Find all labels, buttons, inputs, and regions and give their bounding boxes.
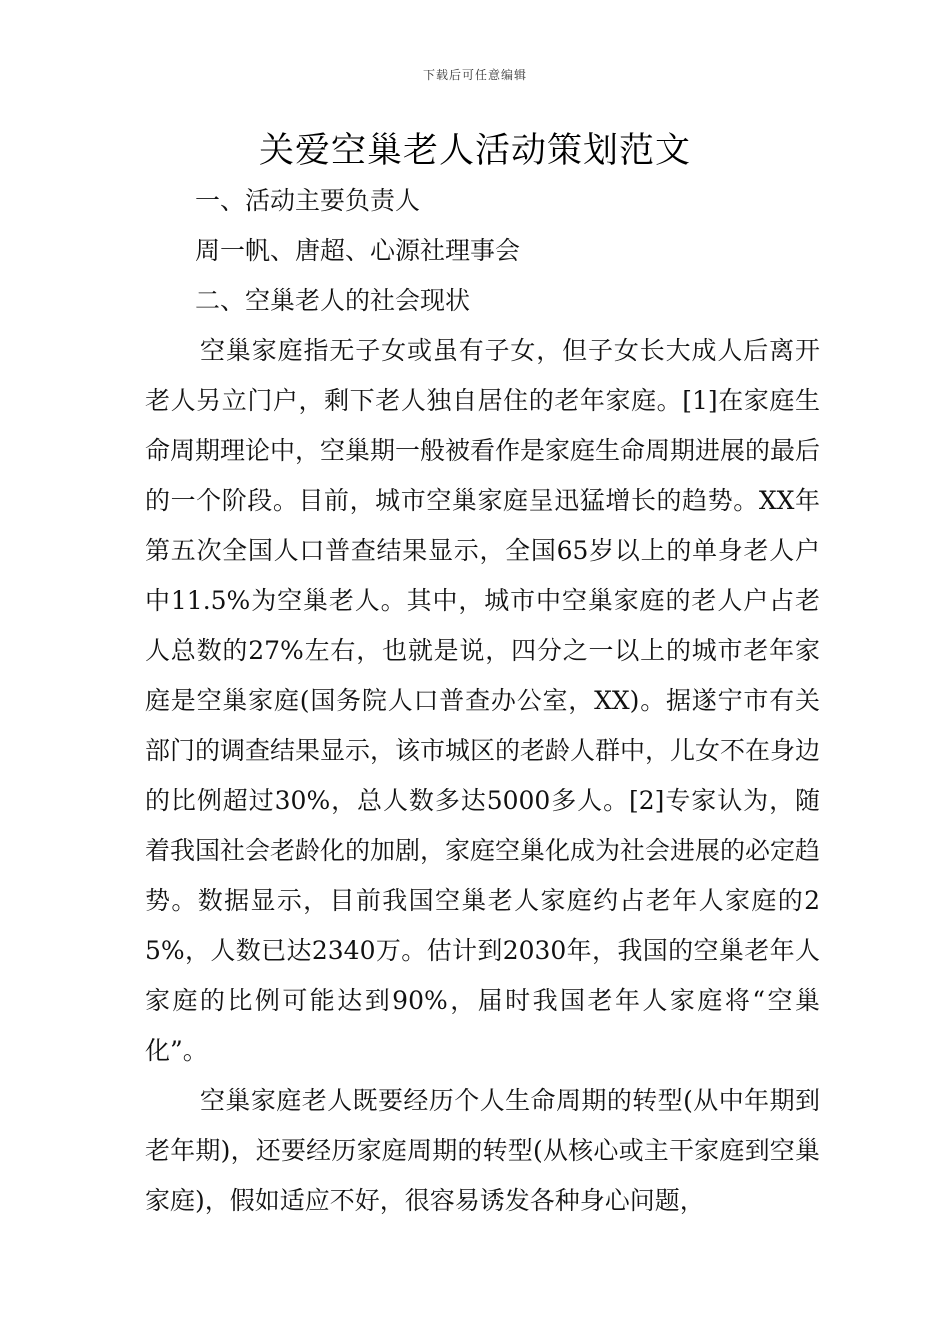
document-body bbox=[145, 176, 820, 1226]
header-note: 下载后可任意编辑 bbox=[422, 68, 527, 82]
section-heading-1: 一、活动主要负责人 bbox=[195, 186, 421, 215]
responsible-people: 周一帆、唐超、心源社理事会 bbox=[195, 236, 521, 265]
section-heading-2: 二、空巢老人的社会现状 bbox=[195, 286, 471, 315]
document-title: 关爱空巢老人活动策划范文 bbox=[258, 131, 691, 171]
paragraph-2: 空巢家庭老人既要经历个人生命周期的转型(从中年期到老年期)，还要经历家庭周期的转型(从核心或主干家庭到空巢家庭)，假如适应不好，很容易诱发各种身心问题， bbox=[145, 1086, 820, 1215]
paragraph-1: 空巢家庭指无子女或虽有子女，但子女长大成人后离开老人另立门户，剩下老人独自居住的老年家庭。[1]在家庭生命周期理论中，空巢期一般被看作是家庭生命周期进展的最后的一个阶段。目前，城市空巢家庭呈迅猛增长的趋势。XX年第五次全国人口普查结果显示，全国65岁以上的单身老人户中11.5%为空巢老人。其中，城市中空巢家庭的老人户占老人总数的27%左右，也就是说，四分之一以上的城市老年家庭是空巢家庭(国务院人口普查办公室，XX)。据遂宁市有关部门的调查结果显示，该市城区的老龄人群中，儿女不在身边的比例超过30%，总人数多达5000多人。[2]专家认为，随着我国社会老龄化的加剧，家庭空巢化成为社会进展的必定趋势。数据显示，目前我国空巢老人家庭约占老年人家庭的25%，人数已达2340万。估计到2030年，我国的空巢老年人家庭的比例可能达到90%，届时我国老年人家庭将“空巢化”。 bbox=[145, 336, 821, 1065]
